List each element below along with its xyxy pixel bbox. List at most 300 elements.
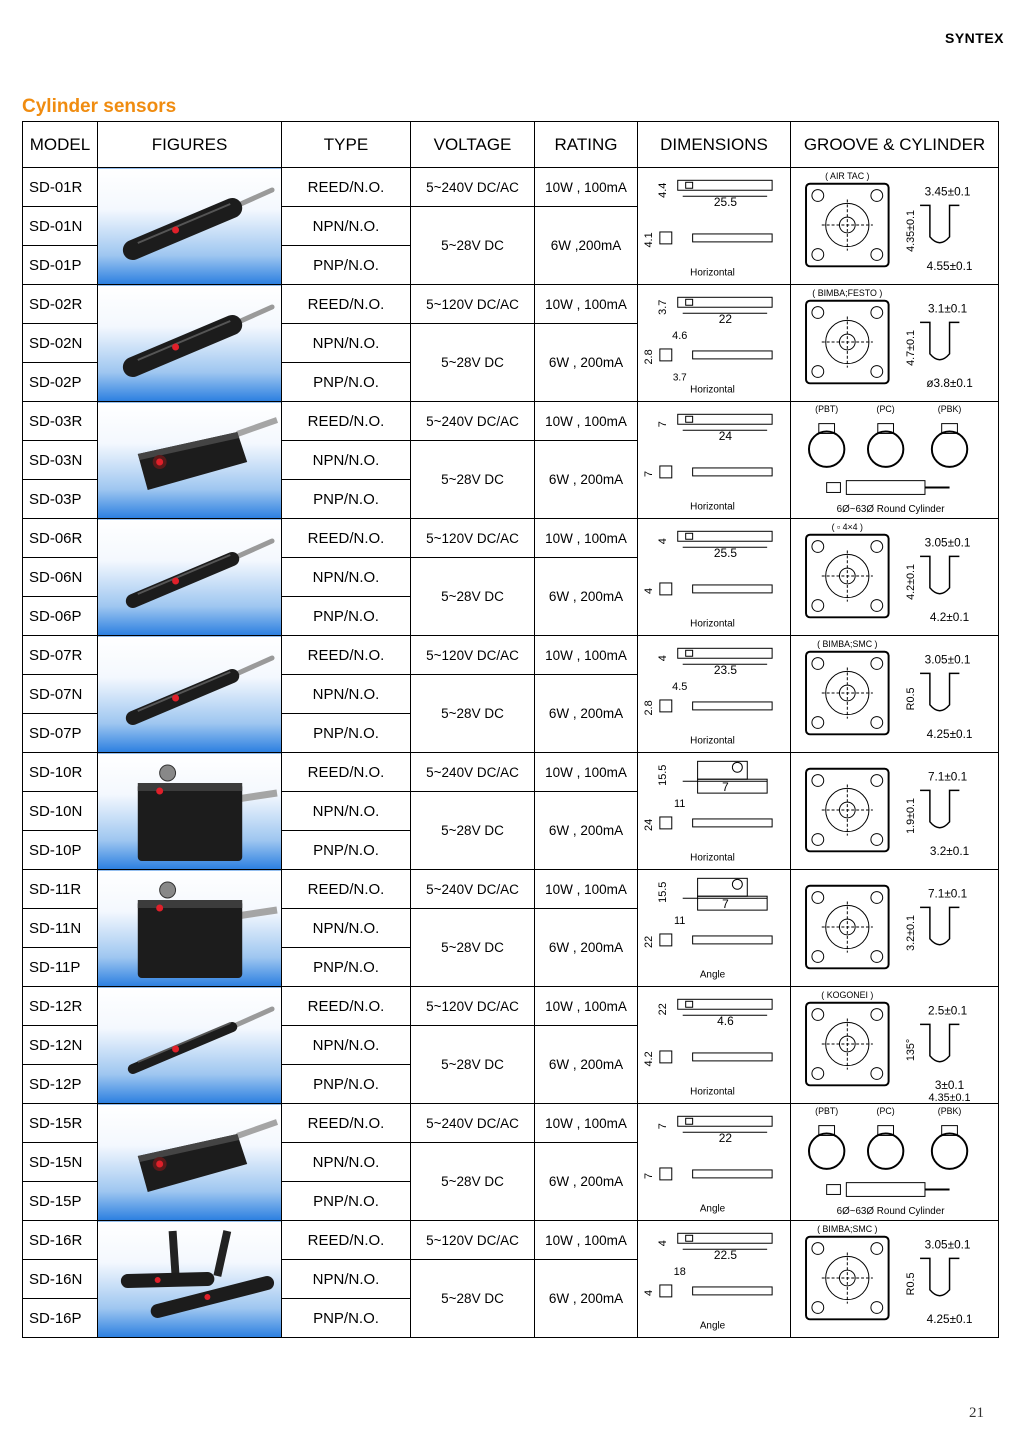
groove-cylinder-drawing — [791, 870, 999, 987]
groove-type-label: (PBK) — [937, 403, 962, 414]
sensor-body — [138, 900, 242, 978]
sensor-cable — [237, 420, 277, 434]
dim-label-length: 23.5 — [713, 663, 738, 678]
reed-voltage-cell: 5~240V DC/AC — [411, 1104, 535, 1143]
dim-label-side: 22 — [642, 935, 655, 948]
corner-hole-2 — [812, 1068, 824, 1080]
cylinder-band-1 — [868, 431, 903, 466]
groove-dim-bottom: 3.2±0.1 — [929, 845, 970, 859]
dim-led-window — [686, 1118, 693, 1124]
corner-hole-3 — [871, 717, 883, 729]
cylinder-end — [827, 1185, 841, 1195]
sensor-led — [172, 695, 179, 702]
type-cell: REED/N.O. — [282, 753, 411, 792]
reed-rating-cell: 10W , 100mA — [535, 1221, 638, 1260]
table-row — [23, 753, 999, 792]
sensor-photo — [98, 636, 281, 752]
corner-hole-3 — [871, 1068, 883, 1080]
dc-rating-cell: 6W , 200mA — [535, 558, 638, 636]
dim-label-length: 25.5 — [713, 195, 738, 210]
dimensions-drawing — [638, 987, 791, 1104]
mount-label: Horizontal — [690, 735, 735, 747]
dim-label-length: 7 — [722, 780, 729, 795]
groove-section — [920, 205, 959, 242]
model-cell: SD-10N — [23, 792, 98, 831]
dim-side-outline — [693, 702, 772, 710]
groove-svg — [791, 402, 998, 518]
sensor-body — [133, 1027, 232, 1069]
groove-dim-depth: 4.7±0.1 — [905, 329, 918, 366]
type-cell: REED/N.O. — [282, 870, 411, 909]
dim-label-side: 7 — [642, 1172, 655, 1179]
model-cell: SD-06N — [23, 558, 98, 597]
groove-cylinder-drawing — [791, 753, 999, 870]
dim-side-outline — [693, 936, 772, 944]
dim-side-outline — [693, 1287, 772, 1295]
dc-rating-cell: 6W , 200mA — [535, 441, 638, 519]
groove-svg — [791, 519, 998, 635]
type-cell: PNP/N.O. — [282, 1299, 411, 1338]
groove-dim-width: 3.05±0.1 — [924, 536, 971, 550]
dimensions-drawing — [638, 168, 791, 285]
groove-section — [920, 673, 959, 710]
model-cell: SD-03P — [23, 480, 98, 519]
groove-cylinder-drawing — [791, 987, 999, 1104]
dim-label-extra: 11 — [674, 915, 686, 928]
sensor-figure — [98, 987, 282, 1104]
corner-hole-2 — [812, 834, 824, 846]
dimension-svg — [638, 753, 790, 869]
groove-dim-extra: 4.35±0.1 — [928, 1092, 971, 1103]
sensor-figure — [98, 285, 282, 402]
sensor-photo — [98, 285, 281, 401]
dimension-svg — [638, 402, 790, 518]
corner-hole-2 — [812, 249, 824, 261]
dim-end-outline — [660, 349, 672, 361]
groove-label: ( BIMBA;FESTO ) — [812, 287, 883, 298]
groove-type-label: (PBK) — [937, 1105, 962, 1116]
dim-label-extra: 11 — [674, 798, 686, 811]
dim-side-outline — [693, 819, 772, 827]
table-row — [23, 636, 999, 675]
dim-top-outline — [678, 648, 772, 658]
corner-hole-2 — [812, 366, 824, 378]
groove-dim-depth: 3.2±0.1 — [905, 914, 918, 951]
type-cell: NPN/N.O. — [282, 792, 411, 831]
groove-cylinder-drawing — [791, 519, 999, 636]
dim-label-side: 4.1 — [642, 232, 655, 248]
groove-cylinder-drawing — [791, 1104, 999, 1221]
sensor-figure — [98, 402, 282, 519]
dim-led-window — [686, 416, 693, 422]
mount-label: Horizontal — [690, 1086, 735, 1098]
sensor-photo — [98, 1221, 281, 1337]
sensor-led — [156, 788, 163, 795]
corner-hole-0 — [812, 190, 824, 202]
sensor-figure — [98, 753, 282, 870]
dimensions-drawing — [638, 1221, 791, 1338]
groove-svg — [791, 870, 998, 986]
type-cell: PNP/N.O. — [282, 597, 411, 636]
dim-label-height: 7 — [656, 1123, 669, 1130]
dim-screw — [732, 762, 742, 772]
table-row — [23, 402, 999, 441]
dim-end-outline — [660, 817, 672, 829]
sensor-cable-2 — [217, 1231, 227, 1276]
dim-top-outline — [678, 531, 772, 541]
groove-svg — [791, 1221, 998, 1337]
sensor-cable — [237, 793, 277, 799]
type-cell: NPN/N.O. — [282, 1143, 411, 1182]
dimensions-drawing — [638, 870, 791, 987]
sensor-led — [172, 227, 179, 234]
table-row — [23, 870, 999, 909]
corner-hole-2 — [812, 600, 824, 612]
model-cell: SD-01N — [23, 207, 98, 246]
type-cell: PNP/N.O. — [282, 246, 411, 285]
corner-hole-1 — [871, 190, 883, 202]
dim-label-height: 15.5 — [656, 764, 669, 786]
dim-end-outline — [660, 583, 672, 595]
groove-section — [920, 556, 959, 593]
reed-voltage-cell: 5~240V DC/AC — [411, 753, 535, 792]
model-cell: SD-11R — [23, 870, 98, 909]
groove-dim-depth: 135° — [905, 1038, 918, 1062]
type-cell: NPN/N.O. — [282, 324, 411, 363]
model-cell: SD-03N — [23, 441, 98, 480]
dc-voltage-cell: 5~28V DC — [411, 441, 535, 519]
model-cell: SD-16N — [23, 1260, 98, 1299]
dc-rating-cell: 6W , 200mA — [535, 1026, 638, 1104]
type-cell: NPN/N.O. — [282, 1026, 411, 1065]
type-cell: REED/N.O. — [282, 987, 411, 1026]
dim-label-side: 2.8 — [642, 349, 655, 365]
groove-svg — [791, 636, 998, 752]
mounting-screw — [160, 882, 176, 898]
round-cylinder-body — [846, 1183, 925, 1197]
sensor-photo — [98, 1104, 281, 1220]
sensor-led — [172, 344, 179, 351]
header-voltage: VOLTAGE — [411, 122, 535, 168]
reed-voltage-cell: 5~120V DC/AC — [411, 1221, 535, 1260]
type-cell: NPN/N.O. — [282, 675, 411, 714]
model-cell: SD-06P — [23, 597, 98, 636]
reed-rating-cell: 10W , 100mA — [535, 870, 638, 909]
corner-hole-0 — [812, 892, 824, 904]
corner-hole-1 — [871, 658, 883, 670]
sensor-led-1 — [155, 1277, 161, 1283]
groove-cylinder-drawing — [791, 168, 999, 285]
sensor-led — [156, 459, 163, 466]
dimensions-drawing — [638, 519, 791, 636]
corner-hole-0 — [812, 307, 824, 319]
corner-hole-0 — [812, 1009, 824, 1021]
reed-voltage-cell: 5~120V DC/AC — [411, 285, 535, 324]
dim-label-extra: 4.5 — [672, 681, 688, 694]
dim-label-height: 15.5 — [656, 881, 669, 903]
model-cell: SD-12P — [23, 1065, 98, 1104]
type-cell: NPN/N.O. — [282, 558, 411, 597]
dimensions-drawing — [638, 636, 791, 753]
model-cell: SD-01R — [23, 168, 98, 207]
dc-rating-cell: 6W , 200mA — [535, 909, 638, 987]
sensor-body — [133, 676, 232, 718]
dc-rating-cell: 6W , 200mA — [535, 792, 638, 870]
table-row — [23, 1104, 999, 1143]
sensor-body-2 — [158, 1283, 267, 1311]
groove-cylinder-drawing — [791, 402, 999, 519]
dim-label-height: 4 — [656, 538, 669, 545]
reed-rating-cell: 10W , 100mA — [535, 1104, 638, 1143]
sensor-figure — [98, 519, 282, 636]
dim-label-length: 4.6 — [717, 1014, 734, 1029]
dimension-svg — [638, 519, 790, 635]
dim-led-window — [686, 650, 693, 656]
groove-section — [920, 1024, 959, 1061]
dc-voltage-cell: 5~28V DC — [411, 558, 535, 636]
corner-hole-3 — [871, 951, 883, 963]
dimension-svg — [638, 870, 790, 986]
groove-dim-bottom: 4.25±0.1 — [926, 728, 973, 742]
model-cell: SD-02P — [23, 363, 98, 402]
dim-label-side: 4 — [642, 587, 655, 594]
model-cell: SD-16R — [23, 1221, 98, 1260]
dim-screw — [732, 879, 742, 889]
reed-rating-cell: 10W , 100mA — [535, 285, 638, 324]
corner-hole-3 — [871, 834, 883, 846]
groove-caption: 6Ø~63Ø Round Cylinder — [836, 1206, 945, 1218]
dc-voltage-cell: 5~28V DC — [411, 792, 535, 870]
groove-dim-width: 3.05±0.1 — [924, 653, 971, 667]
type-cell: PNP/N.O. — [282, 948, 411, 987]
reed-rating-cell: 10W , 100mA — [535, 402, 638, 441]
corner-hole-2 — [812, 951, 824, 963]
model-cell: SD-15P — [23, 1182, 98, 1221]
mount-label: Angle — [699, 1320, 726, 1332]
type-cell: PNP/N.O. — [282, 1065, 411, 1104]
groove-caption: 6Ø~63Ø Round Cylinder — [836, 504, 945, 516]
reed-rating-cell: 10W , 100mA — [535, 519, 638, 558]
type-cell: REED/N.O. — [282, 1221, 411, 1260]
sensor-body — [138, 783, 242, 861]
dim-label-length: 7 — [722, 897, 729, 912]
sensor-cable — [237, 910, 277, 916]
sensor-body — [133, 559, 232, 601]
groove-label: ( KOGONEI ) — [821, 989, 874, 1000]
corner-hole-2 — [812, 717, 824, 729]
type-cell: REED/N.O. — [282, 636, 411, 675]
dim-head-outline — [698, 761, 748, 779]
groove-cylinder-drawing — [791, 285, 999, 402]
groove-dim-depth: 4.2±0.1 — [905, 563, 918, 600]
dimension-svg — [638, 636, 790, 752]
dim-side-outline — [693, 1170, 772, 1178]
groove-dim-depth: 4.35±0.1 — [905, 209, 918, 252]
reed-voltage-cell: 5~240V DC/AC — [411, 168, 535, 207]
corner-hole-0 — [812, 658, 824, 670]
dim-end-outline — [660, 232, 672, 244]
type-cell: NPN/N.O. — [282, 909, 411, 948]
model-cell: SD-06R — [23, 519, 98, 558]
groove-type-label: (PC) — [876, 403, 895, 414]
dimension-svg — [638, 285, 790, 401]
type-cell: NPN/N.O. — [282, 207, 411, 246]
sensor-photo — [98, 987, 281, 1103]
corner-hole-1 — [871, 1009, 883, 1021]
sensor-led — [172, 1046, 179, 1053]
groove-dim-bottom: 4.2±0.1 — [929, 611, 970, 625]
sensor-figure — [98, 636, 282, 753]
cylinder-end — [827, 483, 841, 493]
mount-label: Horizontal — [690, 267, 735, 279]
type-cell: NPN/N.O. — [282, 441, 411, 480]
dim-label-height: 7 — [656, 421, 669, 428]
groove-dim-width: 3.1±0.1 — [927, 302, 968, 316]
model-cell: SD-02N — [23, 324, 98, 363]
groove-svg — [791, 1104, 998, 1220]
dim-side-outline — [693, 234, 772, 242]
model-cell: SD-16P — [23, 1299, 98, 1338]
table-row — [23, 519, 999, 558]
corner-hole-2 — [812, 1302, 824, 1314]
groove-dim-width: 7.1±0.1 — [927, 770, 968, 784]
sensor-led-2 — [204, 1294, 210, 1300]
dim-side-outline — [693, 468, 772, 476]
type-cell: REED/N.O. — [282, 1104, 411, 1143]
mount-label: Angle — [699, 1203, 726, 1215]
groove-section — [920, 1258, 959, 1295]
dim-label-length: 24 — [718, 429, 733, 444]
header-dimensions: DIMENSIONS — [638, 122, 791, 168]
header-figures: FIGURES — [98, 122, 282, 168]
sensor-highlight — [138, 672, 230, 711]
dim-end-outline — [660, 700, 672, 712]
reed-voltage-cell: 5~240V DC/AC — [411, 870, 535, 909]
model-cell: SD-02R — [23, 285, 98, 324]
dim-label-side: 4.2 — [642, 1051, 655, 1067]
table-row — [23, 285, 999, 324]
dim-side-outline — [693, 585, 772, 593]
dimensions-drawing — [638, 285, 791, 402]
model-cell: SD-12R — [23, 987, 98, 1026]
page-number: 21 — [969, 1405, 984, 1421]
type-cell: PNP/N.O. — [282, 831, 411, 870]
groove-label: ( BIMBA;SMC ) — [817, 638, 878, 649]
header-type: TYPE — [282, 122, 411, 168]
mount-label: Horizontal — [690, 501, 735, 513]
mount-label: Horizontal — [690, 618, 735, 630]
sensor-body — [133, 325, 232, 367]
mount-label: Horizontal — [690, 852, 735, 864]
corner-hole-1 — [871, 541, 883, 553]
dim-end-outline — [660, 934, 672, 946]
reed-rating-cell: 10W , 100mA — [535, 987, 638, 1026]
dc-rating-cell: 6W ,200mA — [535, 207, 638, 285]
dc-voltage-cell: 5~28V DC — [411, 675, 535, 753]
cylinder-band-1 — [868, 1133, 903, 1168]
dim-label-length: 22 — [718, 312, 733, 327]
type-cell: PNP/N.O. — [282, 714, 411, 753]
groove-type-label: (PBT) — [815, 403, 839, 414]
dim-label-length: 22 — [718, 1131, 733, 1146]
dim-end-outline — [660, 1285, 672, 1297]
groove-label: ( ▫ 4×4 ) — [831, 521, 863, 532]
dim-led-window — [686, 533, 693, 539]
dim-led-window — [686, 1001, 693, 1007]
dc-rating-cell: 6W , 200mA — [535, 1143, 638, 1221]
reed-voltage-cell: 5~240V DC/AC — [411, 402, 535, 441]
type-cell: REED/N.O. — [282, 402, 411, 441]
groove-dim-width: 3.05±0.1 — [924, 1238, 971, 1252]
dimension-svg — [638, 1104, 790, 1220]
groove-type-label: (PBT) — [815, 1105, 839, 1116]
dim-label-extra: 4.6 — [672, 330, 688, 343]
table-row — [23, 168, 999, 207]
sensor-figure — [98, 168, 282, 285]
sensor-top — [138, 900, 242, 908]
dc-rating-cell: 6W , 200mA — [535, 1260, 638, 1338]
model-cell: SD-07N — [23, 675, 98, 714]
reed-voltage-cell: 5~120V DC/AC — [411, 987, 535, 1026]
dim-label-height: 3.7 — [656, 299, 669, 315]
model-cell: SD-07P — [23, 714, 98, 753]
model-cell: SD-15N — [23, 1143, 98, 1182]
groove-dim-width: 7.1±0.1 — [927, 887, 968, 901]
groove-dim-width: 3.45±0.1 — [924, 185, 971, 199]
cylinder-band-2 — [932, 1133, 967, 1168]
groove-dim-bottom: 4.25±0.1 — [926, 1313, 973, 1327]
model-cell: SD-07R — [23, 636, 98, 675]
dim-end-outline — [660, 1168, 672, 1180]
reed-rating-cell: 10W , 100mA — [535, 636, 638, 675]
model-cell: SD-11N — [23, 909, 98, 948]
model-cell: SD-10P — [23, 831, 98, 870]
dimension-svg — [638, 168, 790, 284]
round-cylinder-body — [846, 481, 925, 495]
header-model: MODEL — [23, 122, 98, 168]
model-cell: SD-03R — [23, 402, 98, 441]
type-cell: NPN/N.O. — [282, 1260, 411, 1299]
dim-top-outline — [678, 999, 772, 1009]
sensor-body-1 — [128, 1279, 208, 1281]
groove-dim-depth: R0.5 — [905, 1272, 918, 1296]
dc-voltage-cell: 5~28V DC — [411, 1143, 535, 1221]
sensor-led — [172, 578, 179, 585]
brand-name: SYNTEX — [944, 30, 1004, 46]
reed-rating-cell: 10W , 100mA — [535, 753, 638, 792]
model-cell: SD-12N — [23, 1026, 98, 1065]
mount-label: Angle — [699, 969, 726, 981]
groove-label: ( BIMBA;SMC ) — [817, 1223, 878, 1234]
dim-end-outline — [660, 466, 672, 478]
groove-section — [920, 907, 959, 944]
sensor-led — [156, 1161, 163, 1168]
corner-hole-3 — [871, 600, 883, 612]
groove-dim-depth: R0.5 — [905, 687, 918, 711]
sensor-cable — [237, 1122, 277, 1136]
type-cell: PNP/N.O. — [282, 1182, 411, 1221]
groove-label: ( AIR TAC ) — [825, 170, 870, 181]
dimension-svg — [638, 1221, 790, 1337]
sensor-figure — [98, 870, 282, 987]
groove-svg — [791, 753, 998, 869]
reed-voltage-cell: 5~120V DC/AC — [411, 636, 535, 675]
sensor-led — [156, 905, 163, 912]
sensor-photo — [98, 753, 281, 869]
groove-cylinder-drawing — [791, 1221, 999, 1338]
dim-label-length: 25.5 — [713, 546, 738, 561]
sensor-highlight — [138, 555, 230, 594]
